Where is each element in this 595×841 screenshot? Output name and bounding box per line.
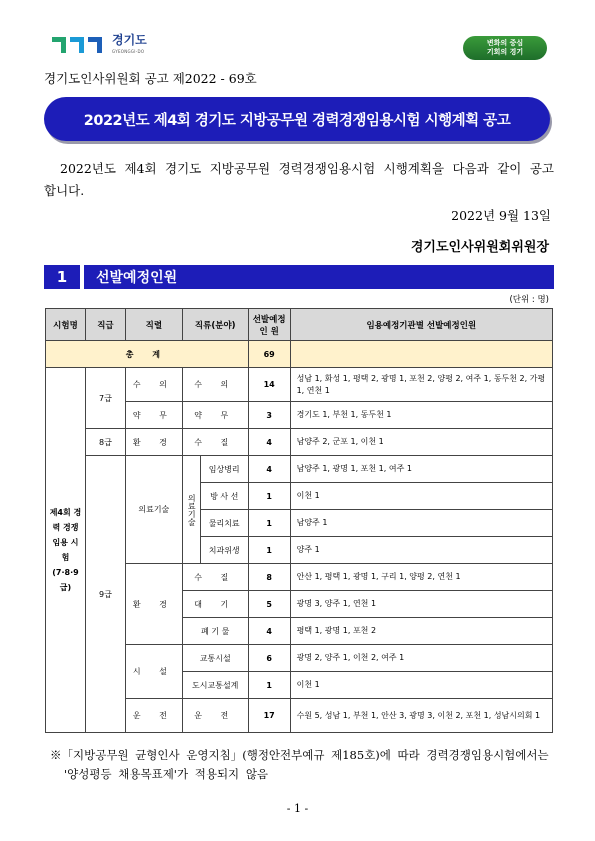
table-header-row xyxy=(46,309,553,341)
grade-cell: 9급 xyxy=(85,456,125,733)
table-row: 폐 기 물 4 평택 1, 광명 1, 포천 2 xyxy=(46,618,553,645)
page-number: - 1 - xyxy=(286,802,309,815)
col-header: 직급 xyxy=(85,309,125,341)
intro-paragraph: 2022년도 제4회 경기도 지방공무원 경력경쟁임용시험 시행계획을 다음과 같이 공고합니다. xyxy=(44,161,554,198)
col-header: 선발예정 인 원 xyxy=(248,309,290,341)
footnote: ※「지방공무원 균형인사 운영지침」(행정안전부예규 제185호)에 따라 경력경쟁임용시험에서는 '양성평등 채용목표제'가 적용되지 않음 xyxy=(50,748,549,781)
table-row: 환 경 수 질 8 안산 1, 평택 1, 광명 1, 구리 1, 양평 2, 연천 1 xyxy=(46,564,553,591)
col-header: 직렬 xyxy=(125,309,182,341)
notice-number: 경기도인사위원회 공고 제2022 - 69호 xyxy=(44,71,257,86)
title-banner xyxy=(44,97,550,141)
recruitment-table xyxy=(45,308,553,733)
table-row: 9급 의료기술 의료기술 임상병리 4 남양주 1, 광명 1, 포천 1, 여주 1 xyxy=(46,456,553,483)
section-title: 선발예정인원 xyxy=(96,270,178,286)
total-label: 총 계 xyxy=(46,341,249,368)
col-header: 직류(분야) xyxy=(182,309,248,341)
table-row: 방 사 선 1 이천 1 xyxy=(46,483,553,510)
table-row: 운 전 운 전 17 수원 5, 성남 1, 부천 1, 안산 3, 광명 3, 이천 2, 포천 1, 성남시의회 1 xyxy=(46,699,553,733)
section-number: 1 xyxy=(44,265,84,289)
table-row: 치과위생 1 양주 1 xyxy=(46,537,553,564)
total-row xyxy=(46,341,553,368)
logo-text: 경기도 xyxy=(112,33,147,47)
gyeonggi-logo xyxy=(52,34,147,58)
page-title: 2022년도 제4회 경기도 지방공무원 경력경쟁임용시험 시행계획 공고 xyxy=(83,112,511,129)
col-header: 임용예정기관별 선발예정인원 xyxy=(290,309,552,341)
table-row: 제4회 경력 경쟁 임용 시험 (7·8·9급) 7급 수 의 수 의 14 성남 1, 화성 1, 평택 2, 광명 1, 포천 2, 양평 2, 여주 1, 동두천 2, 가평 1, 연천 1 xyxy=(46,368,553,402)
logo-subtext: GYEONGGI-DO xyxy=(112,49,145,54)
col-header: 시험명 xyxy=(46,309,86,341)
unit-label: (단위 : 명) xyxy=(509,295,549,305)
section-header xyxy=(44,265,554,289)
logo-mark-icon xyxy=(52,35,108,57)
table-row: 약 무 약 무 3 경기도 1, 부천 1, 동두천 1 xyxy=(46,402,553,429)
total-value: 69 xyxy=(248,341,290,368)
slogan-line1: 변화의 중심 xyxy=(486,39,524,47)
slogan-line2: 기회의 경기 xyxy=(486,48,524,56)
slogan-badge xyxy=(463,36,547,60)
notice-date: 2022년 9월 13일 xyxy=(451,208,551,223)
exam-name: 제4회 경력 경쟁 임용 시험 (7·8·9급) xyxy=(46,368,86,733)
grade-cell: 7급 xyxy=(85,368,125,429)
issuer-name: 경기도인사위원회위원장 xyxy=(410,240,549,255)
table-row: 시 설 교통시설 6 광명 2, 양주 1, 이천 2, 여주 1 xyxy=(46,645,553,672)
table-row: 도시교통설계 1 이천 1 xyxy=(46,672,553,699)
table-row: 8급 환 경 수 질 4 남양주 2, 군포 1, 이천 1 xyxy=(46,429,553,456)
table-row: 대 기 5 광명 3, 양주 1, 연천 1 xyxy=(46,591,553,618)
table-row: 물리치료 1 남양주 1 xyxy=(46,510,553,537)
grade-cell: 8급 xyxy=(85,429,125,456)
